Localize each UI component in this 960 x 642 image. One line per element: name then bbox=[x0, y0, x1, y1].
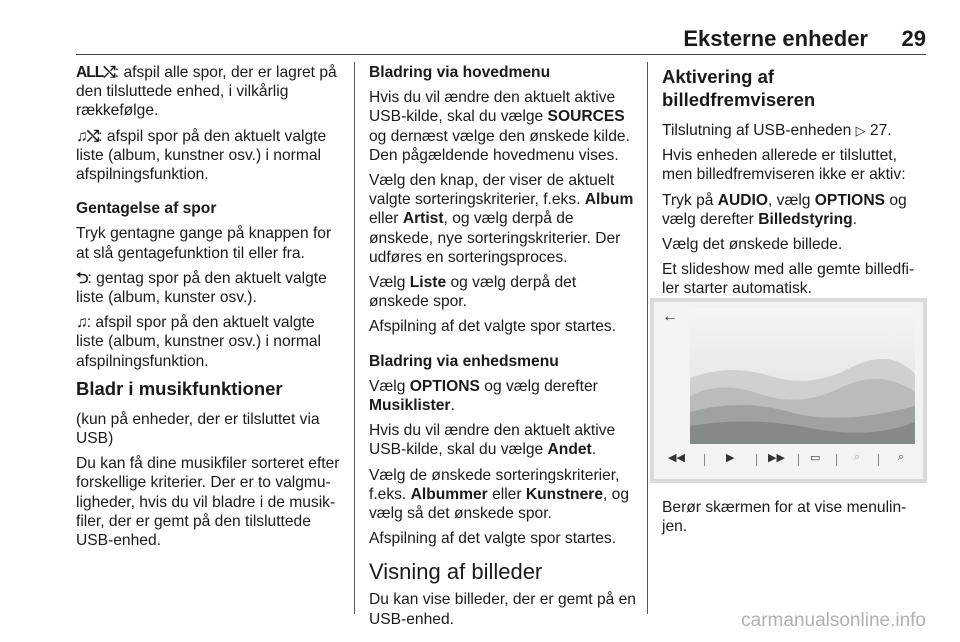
main-menu-paragraph-4: Afspilning af det valgte spor startes. bbox=[369, 318, 617, 336]
viewer-paragraph-5: Et slideshow med alle gemte billedfi- ler starter automatisk. bbox=[662, 261, 915, 298]
page-header bbox=[76, 26, 926, 52]
section-paragraph-2: Du kan få dine musikfiler sorteret efter forskellige kriterier. Der er to valgmu- ligheder, hvis du vil bladre i de musik- filer, der er gemt på den tilsluttede USB-enhed. bbox=[76, 455, 340, 550]
header-rule bbox=[76, 54, 926, 55]
zoom-in-icon[interactable]: ⌕ bbox=[898, 451, 905, 463]
column-3 bbox=[662, 63, 928, 305]
column-divider-1 bbox=[354, 62, 355, 614]
device-menu-heading: Bladring via enhedsmenu bbox=[369, 352, 559, 370]
repeat-item: ⮌: gentag spor på den aktuelt valgte liste (album, kunster osv.). bbox=[76, 269, 327, 307]
repeat-off-item: ♫: afspil spor på den aktuelt valgte liste (album, kunstner osv.) i normal afspilningsfunktion. bbox=[76, 314, 321, 370]
picture-viewer-screenshot bbox=[650, 298, 927, 483]
player-control-bar bbox=[658, 448, 920, 472]
rewind-icon[interactable]: ◀◀ bbox=[668, 452, 685, 464]
watermark: carmanualsonline.info bbox=[741, 610, 926, 631]
repeat-off-icon: ♫ bbox=[76, 314, 87, 332]
repeat-intro: Tryk gentagne gange på knappen for at slå gentagefunktion til eller fra. bbox=[76, 225, 332, 262]
shuffle-all-icon: ALL⤭ bbox=[76, 64, 115, 81]
column-divider-2 bbox=[647, 62, 648, 614]
images-title: Visning af billeder bbox=[369, 559, 543, 585]
device-menu-paragraph-4: Afspilning af det valgte spor startes. bbox=[369, 530, 617, 548]
section-title: Bladr i musikfunktioner bbox=[76, 377, 283, 399]
viewer-heading: Aktivering af billedfremviseren bbox=[662, 66, 816, 110]
shuffle-list-item: ♫⤭: afspil spor på den aktuelt valgte liste (album, kunstner osv.) i normal afspilningsfunktion. bbox=[76, 127, 327, 184]
page-number: 29 bbox=[901, 26, 926, 51]
shuffle-all-item: ALL⤭: afspil alle spor, der er lagret på den tilsluttede enhed, i vilkårlig rækkefølge. bbox=[76, 64, 337, 120]
main-menu-paragraph-2: Vælg den knap, der viser de aktuelt valgte sorteringskriterier, f.eks. Album eller Artist, og vælg derpå de ønskede, nye sorteringskriterier. Der udføres en sorteringsproces. bbox=[369, 172, 634, 266]
repeat-icon: ⮌ bbox=[76, 269, 88, 287]
shuffle-list-icon: ♫⤭ bbox=[76, 127, 99, 145]
viewer-paragraph-1: Tilslutning af USB-enheden ▷ 27. bbox=[662, 122, 892, 139]
zoom-out-icon[interactable]: ⌕ bbox=[854, 451, 861, 463]
viewer-paragraph-4: Vælg det ønskede billede. bbox=[662, 236, 843, 254]
play-icon[interactable]: ▶ bbox=[726, 452, 735, 464]
column-2 bbox=[369, 63, 637, 635]
main-menu-paragraph-1: Hvis du vil ændre den aktuelt aktive USB-kilde, skal du vælge SOURCES og dernæst vælge den ønskede kilde. Den pågældende hovedmenu vises. bbox=[369, 89, 630, 164]
main-menu-paragraph-3: Vælg Liste og vælg derpå det ønskede spor. bbox=[369, 274, 577, 311]
page-title: Eksterne enheder bbox=[683, 26, 868, 51]
main-menu-heading: Bladring via hovedmenu bbox=[369, 64, 551, 81]
repeat-heading: Gentagelse af spor bbox=[76, 200, 217, 218]
back-arrow-icon[interactable]: ← bbox=[662, 308, 678, 325]
device-menu-paragraph-1: Vælg OPTIONS og vælg derefter Musiklister. bbox=[369, 377, 598, 415]
device-menu-paragraph-3: Vælg de ønskede sorteringskriterier, f.eks. Albummer eller Kunstnere, og vælg så det ønskede spor. bbox=[369, 466, 630, 523]
images-paragraph: Du kan vise billeder, der er gemt på en USB-enhed. bbox=[369, 591, 636, 628]
screen-caption: Berør skærmen for at vise menulin- jen. bbox=[662, 499, 907, 536]
column-1 bbox=[76, 63, 344, 556]
fast-forward-icon[interactable]: ▶▶ bbox=[768, 452, 785, 464]
device-menu-paragraph-2: Hvis du vil ændre den aktuelt aktive USB-kilde, skal du vælge Andet. bbox=[369, 422, 616, 459]
landscape-photo bbox=[690, 308, 915, 444]
screen-caption-block bbox=[662, 498, 928, 542]
viewer-paragraph-2: Hvis enheden allerede er tilsluttet, men billedfremviseren ikke er aktiv: bbox=[662, 147, 906, 184]
fullscreen-icon[interactable]: ▭ bbox=[810, 452, 821, 464]
viewer-paragraph-3: Tryk på AUDIO, vælg OPTIONS og vælg derefter Billedstyring. bbox=[662, 191, 907, 228]
section-paragraph-1: (kun på enheder, der er tilsluttet via USB) bbox=[76, 410, 320, 448]
page-reference-icon: ▷ bbox=[855, 123, 866, 138]
